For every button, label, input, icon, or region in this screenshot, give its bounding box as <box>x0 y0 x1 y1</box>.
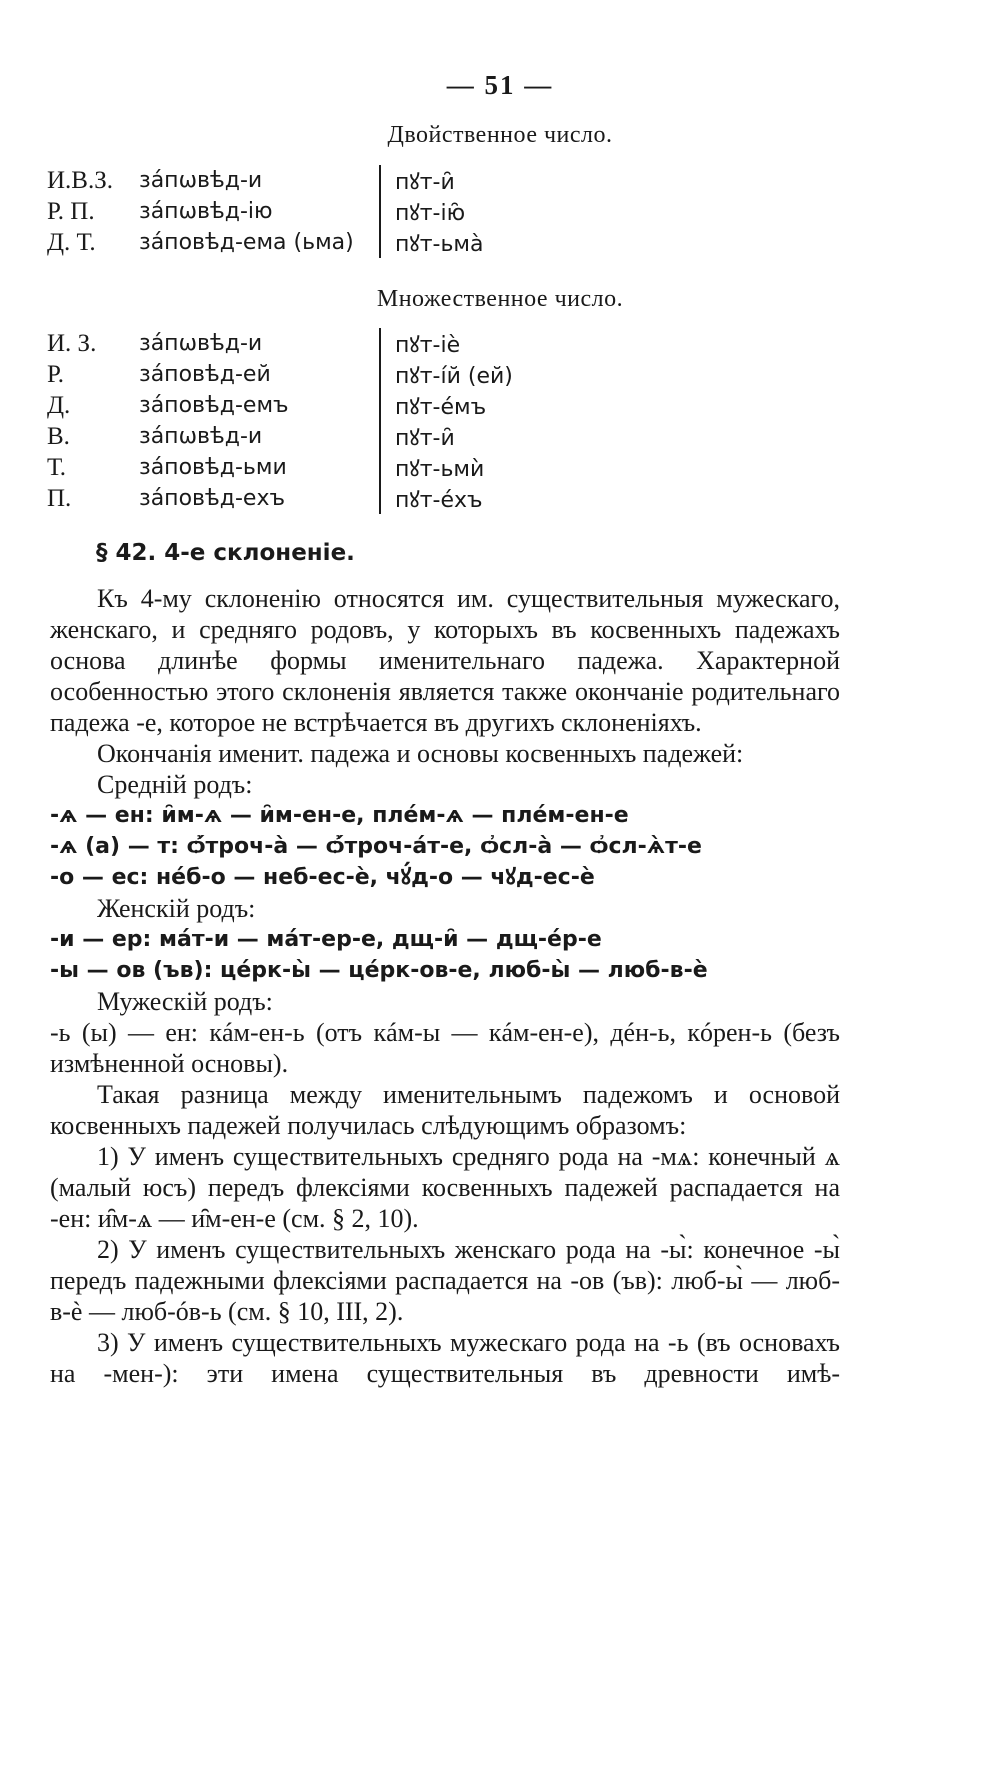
form-zapoved: зáповѣд-ей <box>139 362 271 387</box>
table-row <box>47 390 595 421</box>
feminine-label: Женскій родъ: <box>97 894 256 923</box>
form-zapoved: зáповѣд-ехъ <box>139 486 286 511</box>
form-zapoved: зáповѣд-ема (ьма) <box>139 230 354 255</box>
form-put: пꙋт-ьма̀ <box>380 227 595 258</box>
case-label: В. <box>47 422 70 450</box>
form-zapoved: зáпωвѣд-и <box>139 424 263 449</box>
form-put: пꙋт-éмъ <box>380 390 595 421</box>
feminine-ending-line: -и — ер: мáт-и — мáт-ер-е, дщ-и̑ — дщ-éр-е <box>50 927 602 952</box>
paragraph-intro: Къ 4-му склоненію относятся им. существительныя мужескаго, женскаго, и средняго родовъ, у которыхъ въ косвенныхъ падежахъ основа длинѣе формы именительнаго падежа. Характерной особенностью этого склоненія является также окончаніе родительнаго падежа -е, которое не встрѣчается въ другихъ склоненіяхъ. <box>50 584 840 737</box>
form-zapoved: зáпωвѣд-ію <box>139 199 273 224</box>
table-row <box>47 359 595 390</box>
neuter-label: Средній родъ: <box>97 770 253 799</box>
case-label: Р. П. <box>47 197 95 225</box>
list-item-1: 1) У именъ существительныхъ средняго рода на -мѧ: конечный ѧ (малый юсъ) передъ флексіями косвенныхъ падежей распадается на -ен: и̑м-ѧ — и̑м-ен-е (см. § 2, 10). <box>50 1142 840 1233</box>
case-label: И. З. <box>47 329 97 357</box>
case-label: Т. <box>47 453 67 481</box>
case-label: Д. <box>47 391 71 419</box>
neuter-ending-line: -о — ес: нéб-о — неб-ес-ѐ, чꙋ́д-о — чꙋд-ес-ѐ <box>50 865 595 890</box>
form-zapoved: зáпωвѣд-и <box>139 331 263 356</box>
section-title: § 42. 4-е склоненіе. <box>96 540 355 566</box>
dual-declension-table <box>47 165 595 258</box>
masculine-ending-line: -ь (ы) — ен: кáм-ен-ь (отъ кáм-ы — кáм-ен-е), дéн-ь, кóрен-ь (безъ измѣненной основы). <box>50 1018 840 1078</box>
masculine-label: Мужескій родъ: <box>97 987 273 1016</box>
form-put: пꙋт-и̑ <box>380 165 595 196</box>
form-zapoved: зáпωвѣд-и <box>139 168 263 193</box>
plural-declension-table <box>47 328 595 514</box>
table-row <box>47 328 595 359</box>
paragraph-difference: Такая разница между именительнымъ падежомъ и основой косвенныхъ падежей получилась слѣдующимъ образомъ: <box>50 1080 840 1140</box>
form-zapoved: зáповѣд-ьми <box>139 455 287 480</box>
case-label: И.В.З. <box>47 166 114 194</box>
form-zapoved: зáповѣд-емъ <box>139 393 289 418</box>
table-row <box>47 196 595 227</box>
form-put: пꙋт-éхъ <box>380 483 595 514</box>
plural-heading: Множественное число. <box>376 286 624 312</box>
list-item-3: 3) У именъ существительныхъ мужескаго рода на -ь (въ основахъ на -мен-): эти имена существительныя въ древности имѣ- <box>50 1328 840 1388</box>
form-put: пꙋт-ьмѝ <box>380 452 595 483</box>
list-item-2: 2) У именъ существительныхъ женскаго рода на -ы̀: конечное -ы̀ передъ падежными флексіями распадается на -ов (ъв): люб-ы̀ — люб-в-ѐ — люб-óв-ь (см. § 10, III, 2). <box>50 1235 840 1326</box>
table-row <box>47 483 595 514</box>
page-number: — 51 — <box>446 70 554 100</box>
form-put: пꙋт-ію̑ <box>380 196 595 227</box>
case-label: П. <box>47 484 72 512</box>
paragraph-endings: Окончанія именит. падежа и основы косвенныхъ падежей: <box>97 739 744 768</box>
case-label: Д. Т. <box>47 228 96 256</box>
table-row <box>47 421 595 452</box>
table-row <box>47 452 595 483</box>
form-put: пꙋт-іѐ <box>380 328 595 359</box>
feminine-ending-line: -ы — ов (ъв): цéрк-ы̀ — цéрк-ов-е, люб-ы̀ — люб-в-ѐ <box>50 958 708 983</box>
body-text <box>50 583 840 1389</box>
dual-heading: Двойственное число. <box>387 122 613 148</box>
form-put: пꙋт-íй (ей) <box>380 359 595 390</box>
table-row <box>47 227 595 258</box>
neuter-ending-line: -ѧ (а) — т: ѻ҆́троч-а̀ — ѻ҆́троч-áт-е, ѻ҆сл-а̀ — ѻ҆сл-ѧ̀т-е <box>50 834 702 859</box>
neuter-ending-line: -ѧ — ен: и̑м-ѧ — и̑м-ен-е, плéм-ѧ — плéм-ен-е <box>50 803 629 828</box>
table-row <box>47 165 595 196</box>
form-put: пꙋт-и̑ <box>380 421 595 452</box>
case-label: Р. <box>47 360 65 388</box>
